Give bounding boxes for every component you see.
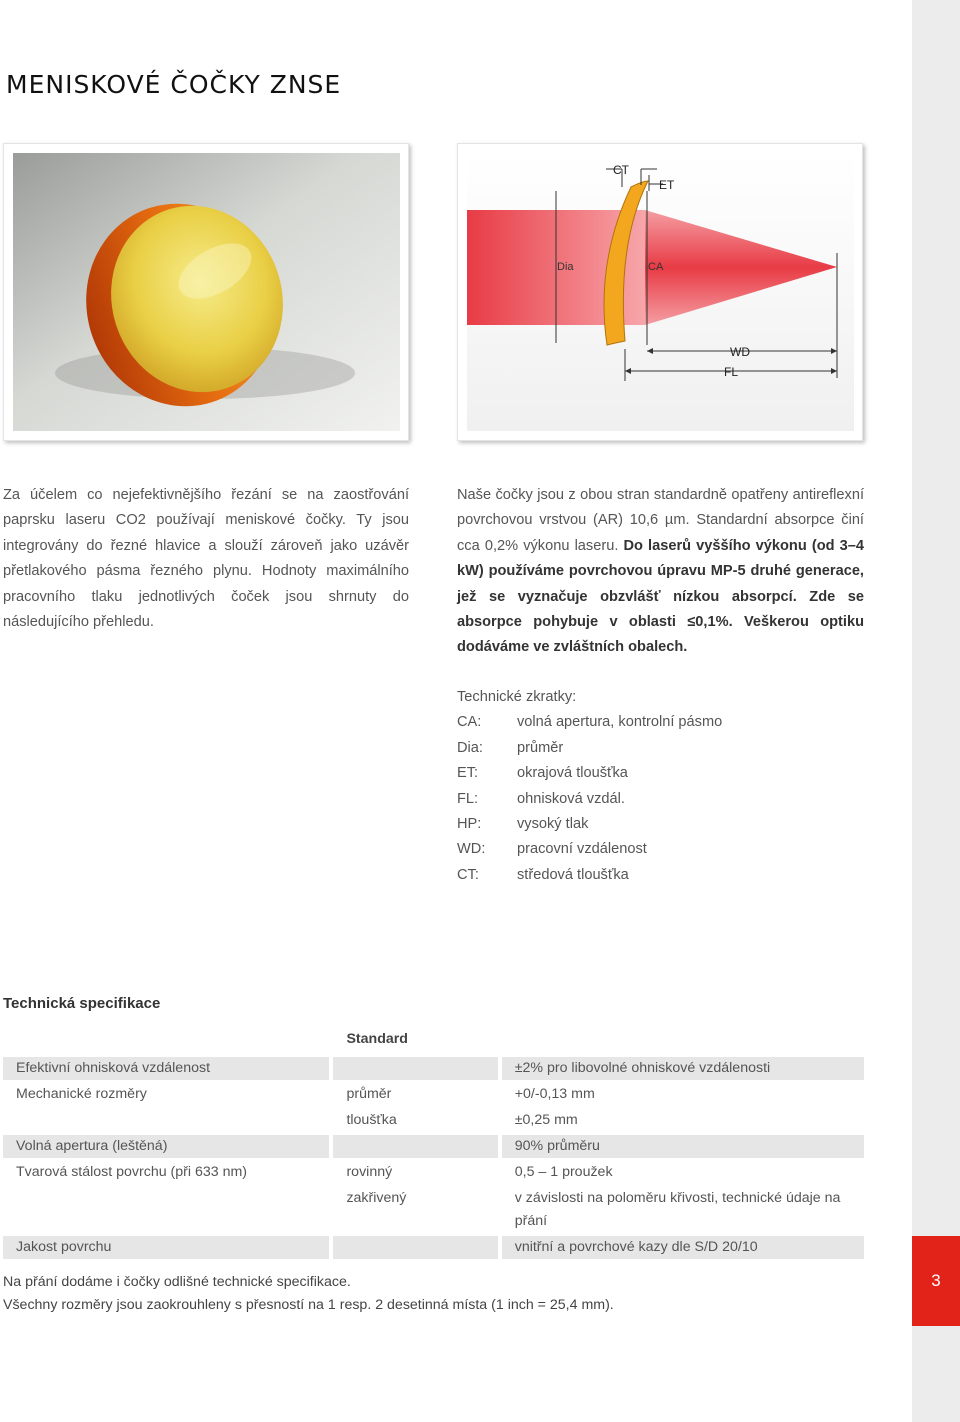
lens-photo — [13, 153, 400, 431]
spec-sub: tloušťka — [346, 1112, 397, 1128]
abbr-text: pracovní vzdálenost — [517, 841, 647, 858]
abbr-code: CA: — [457, 714, 482, 731]
intro-right-bold: Do laserů vyššího výkonu (od 3–4 kW) používáme povrchovou úpravu MP-5 druhé generace, jež se vyznačuje obzvlášť nízkou absorpcí. Zde se absorpce pohybuje v oblasti ≤0,1%. Veškerou optiku dodáváme ve zvláštních obalech. — [457, 537, 864, 656]
intro-paragraph-left: Za účelem co nejefektivnějšího řezání se na zaostřování paprsku laseru CO2 používají meniskové čočky. Ty jsou integrovány do řezné hlavice a slouží zároveň jako uzávěr přetlakového pásma řezného plynu. Hodnoty maximálního pracovního tlaku jednotlivých čoček jsou shrnuty do následujícího přehledu. — [3, 487, 409, 631]
intro-right-normal: Naše čočky jsou z obou stran standardně opatřeny antireflexní povrchovou vrstvou (AR) 10,6 µm. Standardní absorpce činí cca 0,2% výkonu laseru. — [457, 487, 864, 554]
spec-sub: průměr — [346, 1086, 392, 1102]
spec-value: ±2% pro libovolné ohniskové vzdálenosti — [502, 1057, 864, 1080]
spec-row — [3, 1236, 864, 1259]
abbreviation-item — [457, 863, 864, 888]
footnote: Na přání dodáme i čočky odlišné technické specifikace. — [3, 1274, 351, 1290]
spec-sub — [333, 1057, 497, 1080]
spec-row — [3, 1057, 864, 1080]
spec-row — [3, 1109, 864, 1132]
spec-label: Mechanické rozměry — [16, 1086, 147, 1102]
spec-label: Jakost povrchu — [3, 1236, 329, 1259]
label-dia: Dia — [557, 261, 574, 273]
abbreviation-item — [457, 710, 864, 735]
label-wd: WD — [730, 345, 750, 359]
intro-paragraph-right — [457, 483, 864, 661]
spec-row — [3, 1135, 864, 1158]
page-number: 3 — [931, 1271, 941, 1290]
spec-value: vnitřní a povrchové kazy dle S/D 20/10 — [502, 1236, 864, 1259]
abbreviations-heading: Technické zkratky: — [457, 689, 577, 705]
abbr-text: průměr — [517, 739, 564, 756]
spec-sub — [333, 1135, 497, 1158]
abbr-code: FL: — [457, 790, 479, 807]
footnote: Všechny rozměry jsou zaokrouhleny s přesností na 1 resp. 2 desetinná místa (1 inch = 25,4 mm). — [3, 1297, 614, 1313]
spec-sub — [333, 1236, 497, 1259]
spec-label: Volná apertura (leštěná) — [3, 1135, 329, 1158]
spec-title: Technická specifikace — [3, 995, 161, 1012]
abbr-code: Dia: — [457, 739, 483, 756]
spec-header-row — [3, 1028, 864, 1054]
spec-value: +0/-0,13 mm — [514, 1086, 595, 1102]
spec-value: v závislosti na poloměru křivosti, technické údaje na přání — [514, 1190, 841, 1229]
abbr-text: ohnisková vzdál. — [517, 790, 625, 807]
spec-label — [3, 1187, 329, 1233]
abbr-code: WD: — [457, 841, 486, 858]
label-et: ET — [659, 178, 675, 192]
spec-label — [3, 1109, 329, 1132]
abbr-text: středová tloušťka — [517, 866, 629, 883]
abbreviation-item — [457, 837, 864, 862]
spec-value: 0,5 – 1 proužek — [514, 1164, 613, 1180]
label-fl: FL — [724, 365, 739, 379]
abbreviation-item — [457, 761, 864, 786]
lens-diagram — [467, 153, 854, 431]
lens-photo-frame — [3, 143, 409, 441]
abbreviation-item — [457, 812, 864, 837]
spec-value: 90% průměru — [502, 1135, 864, 1158]
abbr-text: okrajová tloušťka — [517, 765, 628, 782]
label-ca: CA — [648, 261, 664, 273]
page-title: MENISKOVÉ ČOČKY ZNSE — [6, 70, 342, 99]
spec-label: Efektivní ohnisková vzdálenost — [3, 1057, 329, 1080]
spec-sub: zakřivený — [346, 1190, 407, 1206]
side-strip — [912, 0, 960, 1422]
lens-diagram-frame — [457, 143, 863, 441]
abbr-text: vysoký tlak — [517, 815, 589, 832]
page-number-tab — [912, 1236, 960, 1326]
abbr-code: CT: — [457, 866, 479, 883]
abbr-code: HP: — [457, 815, 482, 832]
abbr-code: ET: — [457, 765, 479, 782]
abbreviation-item — [457, 736, 864, 761]
spec-table — [3, 1028, 864, 1259]
label-ct: CT — [613, 163, 629, 177]
spec-sub: rovinný — [346, 1164, 393, 1180]
spec-value: ±0,25 mm — [514, 1112, 578, 1128]
spec-row — [3, 1161, 864, 1184]
abbreviations-list — [457, 685, 864, 888]
spec-column-header: Standard — [346, 1031, 408, 1047]
spec-label: Tvarová stálost povrchu (při 633 nm) — [16, 1164, 248, 1180]
abbreviation-item — [457, 787, 864, 812]
spec-row — [3, 1083, 864, 1106]
spec-row — [3, 1187, 864, 1233]
abbr-text: volná apertura, kontrolní pásmo — [517, 714, 723, 731]
